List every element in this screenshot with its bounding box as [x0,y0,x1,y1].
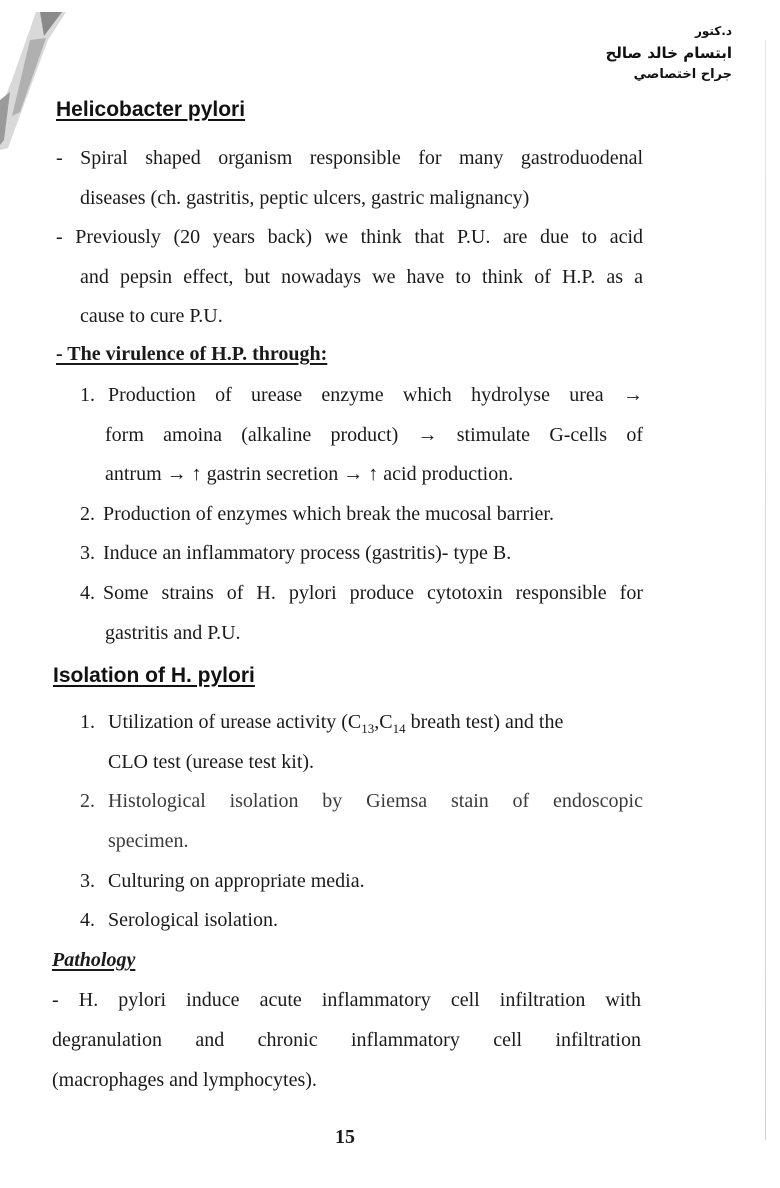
heading-helicobacter-pylori: Helicobacter pylori [56,98,246,121]
author-role: جراح اختصاصي [633,67,732,82]
list-number: 1. [80,711,95,733]
list-number: 1. [80,384,95,406]
text-fragment: Utilization of urease activity (C [108,711,362,733]
author-stamp [605,20,732,86]
list-line: Some strains of H. pylori produce cytotoxin responsible for [103,582,643,604]
list-line: Induce an inflammatory process (gastritis)- type B. [103,542,512,564]
paragraph-line: degranulation and chronic inflammatory cell infiltration [52,1029,641,1051]
list-line: gastritis and P.U. [105,622,241,644]
list-line: specimen. [108,830,189,852]
list-line: form amoina (alkaline product) → stimulate G-cells of [105,424,643,446]
paragraph-line: and pepsin effect, but nowadays we have to think of H.P. as a [80,266,643,288]
list-number: 2. [80,503,95,525]
heading-virulence: - The virulence of H.P. through: [56,343,328,365]
page-number: 15 [335,1126,355,1148]
text-fragment: ,C [374,711,393,733]
paragraph-line: - Previously (20 years back) we think that P.U. are due to acid [56,226,643,248]
author-title: د.كتور [694,24,732,38]
list-line: Production of urease enzyme which hydrolyse urea → [108,384,643,406]
list-line: Histological isolation by Giemsa stain of endoscopic [108,790,643,812]
heading-pathology: Pathology [52,949,136,971]
list-line: Serological isolation. [108,909,278,931]
list-number: 4. [80,582,95,604]
paragraph-line: (macrophages and lymphocytes). [52,1069,317,1091]
paragraph-line: cause to cure P.U. [80,305,223,327]
paragraph-line: diseases (ch. gastritis, peptic ulcers, gastric malignancy) [80,187,530,209]
list-number: 3. [80,542,95,564]
list-line: Culturing on appropriate media. [108,870,365,892]
list-line: antrum → ↑ gastrin secretion → ↑ acid production. [105,463,514,485]
list-line: Production of enzymes which break the mucosal barrier. [103,503,554,525]
page-edge-line [765,40,766,1140]
paragraph-line: - H. pylori induce acute inflammatory cell infiltration with [52,989,641,1011]
list-line: CLO test (urease test kit). [108,751,315,773]
list-line [108,710,643,734]
urease-text [108,710,563,734]
scan-corner-artifact [0,0,80,150]
paragraph-line: - Spiral shaped organism responsible for many gastroduodenal [56,147,643,169]
text-fragment: breath test) and the [405,711,564,733]
list-number: 2. [80,790,95,812]
author-name: ابتسام خالد صالح [605,44,732,62]
subscript-14: 14 [392,721,406,736]
heading-isolation: Isolation of H. pylori [53,664,255,687]
list-number: 4. [80,909,95,931]
subscript-13: 13 [361,721,375,736]
list-number: 3. [80,870,95,892]
